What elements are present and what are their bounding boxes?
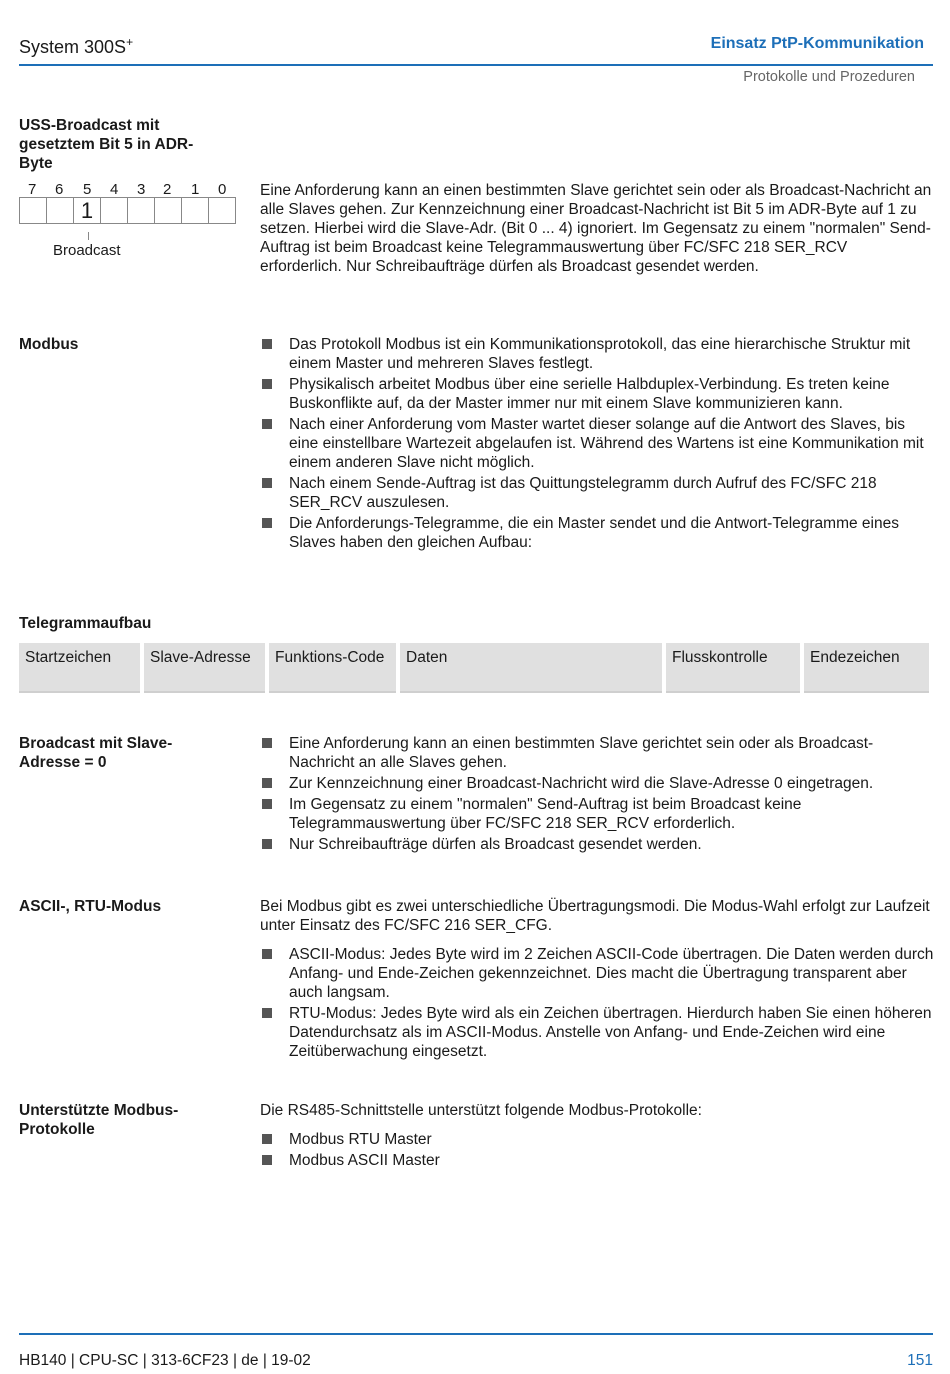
broadcast-slave-heading: Broadcast mit Slave-Adresse = 0 xyxy=(19,735,173,771)
list-item-text: Eine Anforderung kann an einen bestimmten Slave gerichtet sein oder als Broadcast-Nachricht an alle Slaves gehen. xyxy=(289,735,874,771)
chapter-title: Einsatz PtP-Kommunikation xyxy=(710,35,924,52)
header-divider xyxy=(19,64,933,66)
list-item-text: Physikalisch arbeitet Modbus über eine serielle Halbduplex-Verbindung. Es treten keine Buskonflikte auf, da der Master immer nur mit einem Slave kommunizieren kann. xyxy=(289,376,890,412)
list-item xyxy=(260,514,936,552)
document-reference: HB140 | CPU-SC | 313-6CF23 | de | 19-02 xyxy=(19,1352,311,1369)
subchapter-title: Protokolle und Prozeduren xyxy=(743,69,915,85)
table-cell: Flusskontrolle xyxy=(666,643,800,693)
list-item xyxy=(260,835,936,854)
system-name: System 300S xyxy=(19,37,127,57)
list-item xyxy=(260,335,936,373)
telegram-heading: Telegrammaufbau xyxy=(19,615,152,632)
modbus-heading: Modbus xyxy=(19,336,79,353)
bullet-square-icon xyxy=(262,1008,272,1018)
table-cell: Endezeichen xyxy=(804,643,929,693)
list-item-text: Modbus ASCII Master xyxy=(289,1152,440,1169)
bullet-square-icon xyxy=(262,478,272,488)
list-item-text: ASCII-Modus: Jedes Byte wird im 2 Zeichen ASCII-Code übertragen. Die Daten werden durch Anfang- und Ende-Zeichen gekennzeichnet. Dies macht die Übertragung transparent aber auch langsam. xyxy=(289,946,934,1001)
table-cell: Funktions-Code xyxy=(269,643,396,693)
bit-cell xyxy=(209,198,235,223)
bullet-square-icon xyxy=(262,839,272,849)
bullet-square-icon xyxy=(262,1155,272,1165)
bit-label: 4 xyxy=(110,181,119,198)
list-item xyxy=(260,1130,936,1149)
list-item xyxy=(260,734,936,772)
list-item-text: Die Anforderungs-Telegramme, die ein Master sendet und die Antwort-Telegramme eines Slaves haben den gleichen Aufbau: xyxy=(289,515,899,551)
list-item xyxy=(260,1004,936,1061)
bit-cell xyxy=(47,198,74,223)
broadcast-caption: Broadcast xyxy=(53,242,121,259)
document-title xyxy=(19,33,133,57)
bullet-square-icon xyxy=(262,339,272,349)
modbus-bullet-list xyxy=(260,335,936,554)
bit-label: 2 xyxy=(163,181,172,198)
table-cell: Slave-Adresse xyxy=(144,643,265,693)
bullet-square-icon xyxy=(262,799,272,809)
uss-broadcast-heading: USS-Broadcast mit gesetztem Bit 5 in ADR-Byte xyxy=(19,117,194,172)
ascii-rtu-intro: Bei Modbus gibt es zwei unterschiedliche Übertragungsmodi. Die Modus-Wahl erfolgt zur Laufzeit unter Einsatz des FC/SFC 216 SER_CFG. xyxy=(260,898,930,934)
supported-protocols-intro: Die RS485-Schnittstelle unterstützt folgende Modbus-Protokolle: xyxy=(260,1102,702,1119)
ascii-rtu-bullet-list xyxy=(260,945,936,1063)
list-item xyxy=(260,795,936,833)
page-number: 151 xyxy=(907,1352,933,1369)
bit-number-row xyxy=(19,180,236,198)
bit-cell xyxy=(101,198,128,223)
ascii-rtu-heading: ASCII-, RTU-Modus xyxy=(19,898,162,915)
list-item xyxy=(260,945,936,1002)
bullet-square-icon xyxy=(262,949,272,959)
footer-divider xyxy=(19,1333,933,1335)
bit-cell: 1 xyxy=(74,198,101,223)
bit-cell xyxy=(182,198,209,223)
bullet-square-icon xyxy=(262,419,272,429)
list-item-text: Im Gegensatz zu einem "normalen" Send-Auftrag ist beim Broadcast keine Telegrammauswertung über FC/SFC 218 SER_RCV erforderlich. xyxy=(289,796,802,832)
list-item xyxy=(260,774,936,793)
list-item xyxy=(260,474,936,512)
broadcast-bullet-list xyxy=(260,734,936,856)
list-item-text: Nur Schreibaufträge dürfen als Broadcast gesendet werden. xyxy=(289,836,702,853)
list-item xyxy=(260,1151,936,1170)
telegram-structure-table xyxy=(19,643,933,693)
broadcast-pointer-line xyxy=(88,232,89,240)
bullet-square-icon xyxy=(262,778,272,788)
list-item xyxy=(260,415,936,472)
list-item-text: RTU-Modus: Jedes Byte wird als ein Zeichen übertragen. Hierdurch haben Sie einen höheren Datendurchsatz als im ASCII-Modus. Anstelle von Anfang- und Ende-Zeichen wird eine Zeitüberwachung eingesetzt. xyxy=(289,1005,932,1060)
bullet-square-icon xyxy=(262,738,272,748)
bullet-square-icon xyxy=(262,1134,272,1144)
list-item-text: Das Protokoll Modbus ist ein Kommunikationsprotokoll, das eine hierarchische Struktur mit einem Master und mehreren Slaves festlegt. xyxy=(289,336,911,372)
list-item xyxy=(260,375,936,413)
supported-protocols-heading: Unterstützte Modbus-Protokolle xyxy=(19,1102,179,1138)
bit-label: 0 xyxy=(218,181,227,198)
table-cell: Daten xyxy=(400,643,662,693)
bit-cell xyxy=(155,198,182,223)
bit-label: 1 xyxy=(191,181,200,198)
bit-label: 3 xyxy=(137,181,146,198)
bit-cell xyxy=(128,198,155,223)
bit-label: 6 xyxy=(55,181,64,198)
bullet-square-icon xyxy=(262,518,272,528)
bit-label: 7 xyxy=(28,181,37,198)
bit-label: 5 xyxy=(83,181,92,198)
list-item-text: Nach einem Sende-Auftrag ist das Quittungstelegramm durch Aufruf des FC/SFC 218 SER_RCV auszulesen. xyxy=(289,475,877,511)
uss-broadcast-text: Eine Anforderung kann an einen bestimmten Slave gerichtet sein oder als Broadcast-Nachricht an alle Slaves gehen. Zur Kennzeichnung einer Broadcast-Nachricht ist Bit 5 im ADR-Byte auf 1 zu setzen. Hierbei wird die Slave-Adr. (Bit 0 ... 4) ignoriert. Im Gegensatz zu einem "normalen" Send-Auftrag ist beim Broadcast keine Telegrammauswertung über FC/SFC 218 SER_RCV erforderlich. Nur Schreibaufträge dürfen als Broadcast gesendet werden. xyxy=(260,182,932,275)
system-superscript: + xyxy=(126,35,134,49)
list-item-text: Modbus RTU Master xyxy=(289,1131,432,1148)
supported-protocols-list xyxy=(260,1130,936,1172)
bit-cell xyxy=(20,198,47,223)
table-cell: Startzeichen xyxy=(19,643,140,693)
bullet-square-icon xyxy=(262,379,272,389)
adr-byte-diagram xyxy=(19,197,236,224)
list-item-text: Zur Kennzeichnung einer Broadcast-Nachricht wird die Slave-Adresse 0 eingetragen. xyxy=(289,775,874,792)
list-item-text: Nach einer Anforderung vom Master wartet dieser solange auf die Antwort des Slaves, bis eine einstellbare Wartezeit abgelaufen ist. Während des Wartens ist eine Kommunikation mit einem anderen Slave nicht möglich. xyxy=(289,416,924,471)
